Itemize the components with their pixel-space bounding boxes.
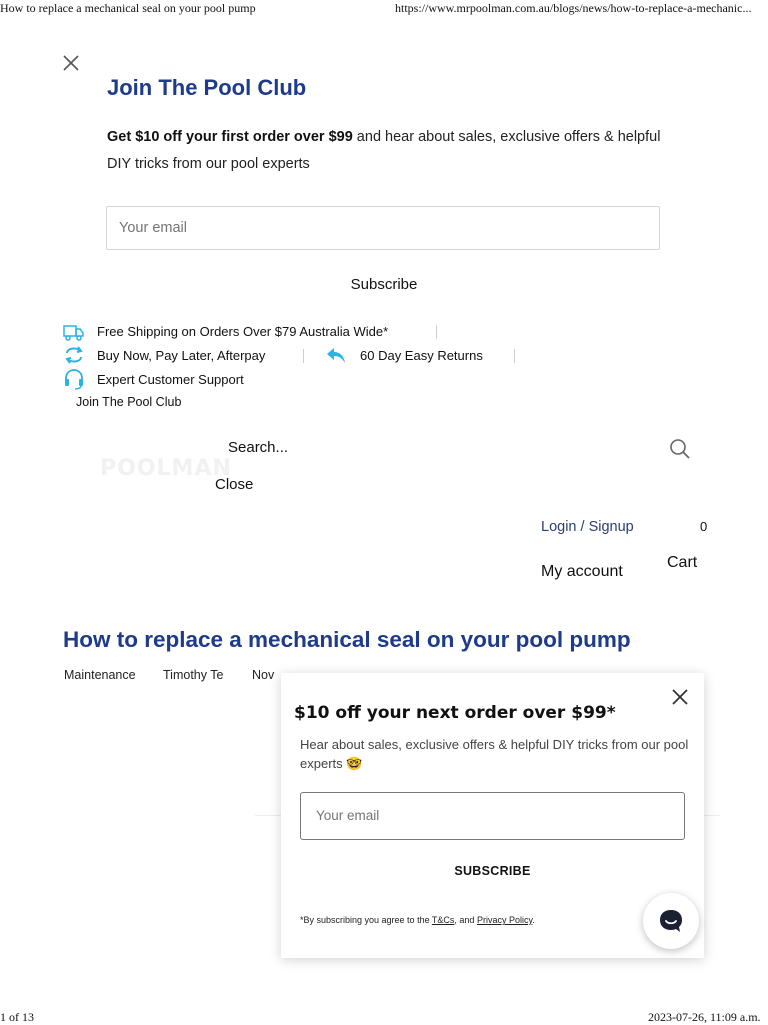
perk-divider [303, 349, 304, 363]
perk-divider [436, 325, 437, 339]
club-modal-description [107, 124, 667, 178]
perk-afterpay: Buy Now, Pay Later, Afterpay [97, 348, 266, 363]
join-pool-club-link[interactable]: Join The Pool Club [76, 395, 182, 409]
terms-prefix: *By subscribing you agree to the [300, 915, 432, 925]
chat-button[interactable] [643, 893, 699, 949]
club-modal-title: Join The Pool Club [107, 75, 307, 100]
cart-link[interactable]: Cart [667, 554, 698, 571]
club-offer-details: and hear about sales, exclusive offers & helpful DIY tricks from our pool experts [107, 129, 661, 172]
article-date: Nov [252, 668, 275, 682]
article-category[interactable]: Maintenance [64, 668, 136, 682]
search-close-button[interactable]: Close [215, 476, 254, 493]
discount-popup [281, 673, 704, 958]
print-page-title: How to replace a mechanical seal on your pool pump [0, 1, 256, 15]
perk-easy-returns: 60 Day Easy Returns [360, 348, 483, 363]
terms-suffix: . [532, 915, 535, 925]
popup-subscribe-button[interactable]: SUBSCRIBE [454, 864, 531, 878]
popup-description: Hear about sales, exclusive offers & helpful DIY tricks from our pool experts 🤓 [300, 737, 689, 771]
my-account-link[interactable]: My account [541, 563, 623, 580]
search-icon[interactable] [668, 437, 692, 461]
club-subscribe-button[interactable]: Subscribe [350, 276, 418, 293]
print-page-number: 1 of 13 [0, 1010, 34, 1024]
return-arrow-icon [325, 344, 347, 366]
headset-icon [63, 368, 85, 390]
terms-link[interactable]: T&Cs [431, 915, 455, 925]
popup-title: $10 off your next order over $99* [294, 703, 616, 723]
chat-bubble-icon [658, 908, 684, 934]
terms-mid: , and [454, 915, 477, 925]
truck-icon [63, 321, 85, 343]
print-timestamp: 2023-07-26, 11:09 a.m. [648, 1010, 761, 1024]
cart-count-badge: 0 [700, 519, 708, 534]
perk-free-shipping: Free Shipping on Orders Over $79 Australia Wide* [97, 324, 389, 339]
site-logo[interactable]: POOLMAN [100, 456, 232, 481]
privacy-policy-link[interactable]: Privacy Policy [476, 915, 533, 925]
article-author: Timothy Te [163, 668, 224, 682]
perk-divider [514, 349, 515, 363]
close-icon[interactable] [60, 52, 82, 74]
print-page-url: https://www.mrpoolman.com.au/blogs/news/how-to-replace-a-mechanic... [395, 1, 752, 15]
login-signup-link[interactable]: Login / Signup [541, 519, 634, 535]
club-offer-text: Get $10 off your first order over $99 [107, 129, 353, 145]
exchange-icon [63, 344, 85, 366]
popup-email-input[interactable] [300, 792, 685, 840]
perk-customer-support: Expert Customer Support [97, 372, 244, 387]
club-email-input[interactable] [106, 206, 660, 250]
article-title: How to replace a mechanical seal on your pool pump [63, 627, 631, 652]
search-input[interactable]: Search... [228, 439, 289, 456]
popup-terms [300, 915, 535, 925]
popup-close-icon[interactable] [670, 687, 690, 707]
